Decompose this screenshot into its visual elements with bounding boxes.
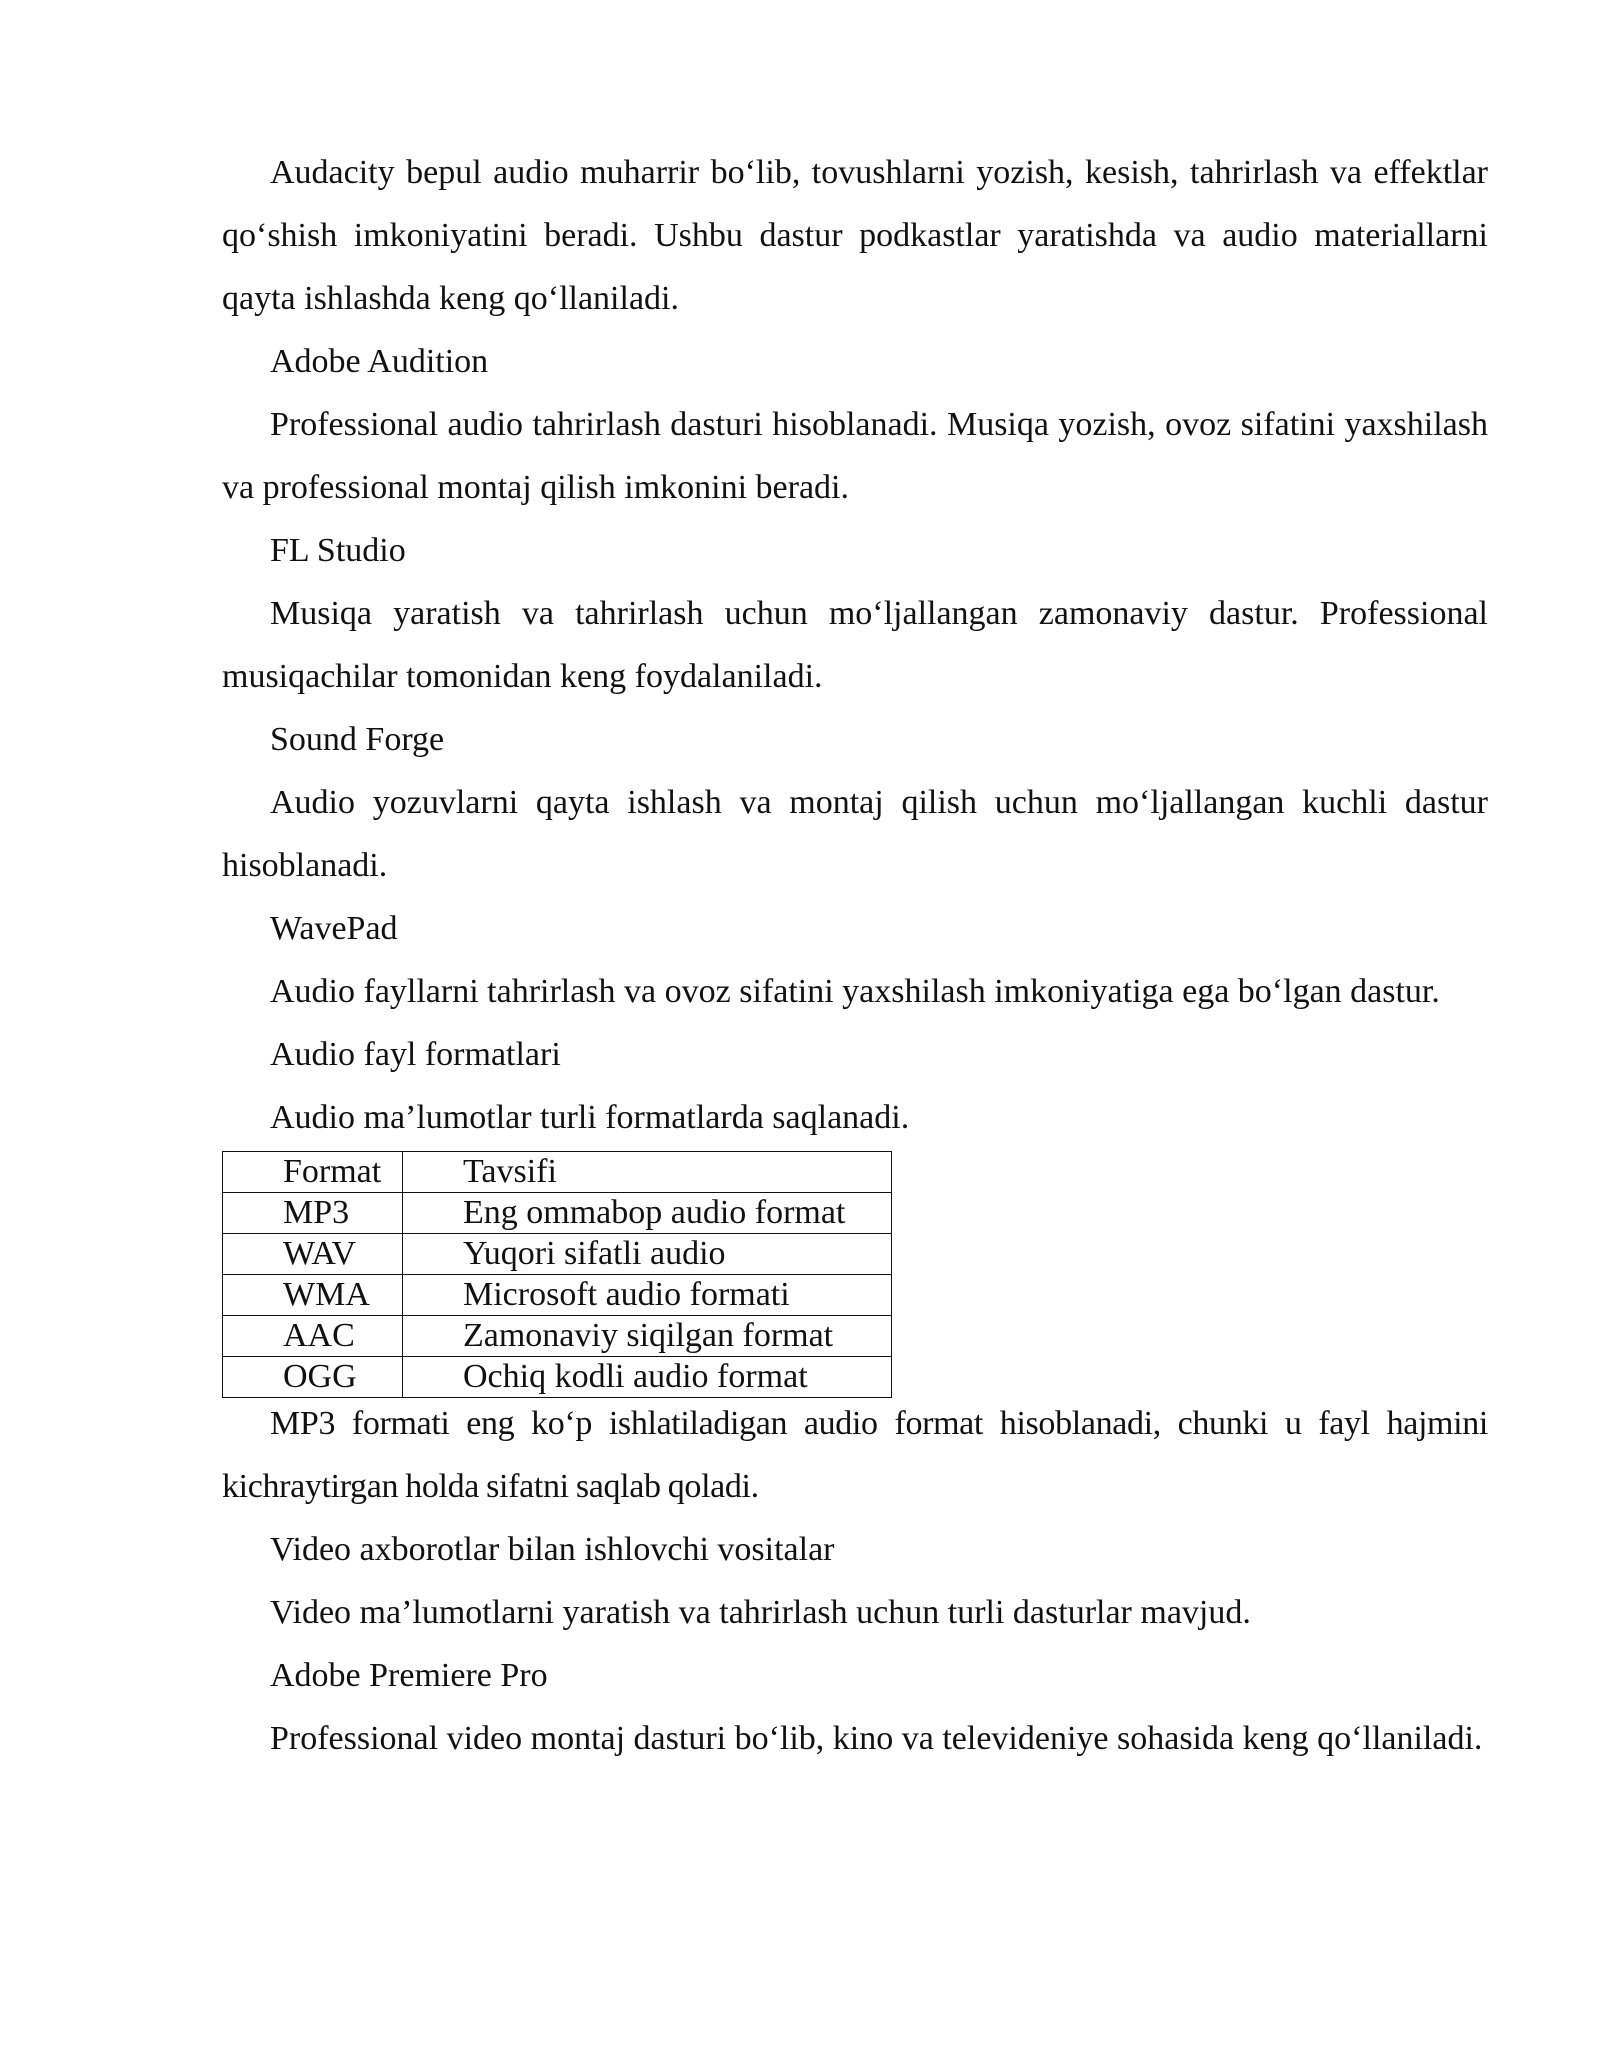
heading-adobe-audition: Adobe Audition (270, 343, 489, 380)
paragraph-audio-formats-intro: Audio ma’lumotlar turli formatlarda saqlanadi. (270, 1099, 910, 1136)
table-header-row (223, 1152, 892, 1193)
heading-fl-studio: FL Studio (270, 532, 406, 569)
table-row (223, 1234, 892, 1275)
table-header-cell: Tavsifi (403, 1152, 892, 1193)
formats-table-wrapper (222, 1151, 1488, 1398)
description-cell: Yuqori sifatli audio (403, 1234, 892, 1275)
format-cell: WMA (223, 1275, 403, 1316)
heading-wavepad: WavePad (270, 910, 398, 947)
format-cell: AAC (223, 1316, 403, 1357)
format-cell: MP3 (223, 1193, 403, 1234)
table-header-cell: Format (223, 1152, 403, 1193)
paragraph-adobe-premiere: Professional video montaj dasturi bo‘lib, kino va televideniye sohasida keng qo‘llaniladi. (270, 1720, 1483, 1757)
table-row (223, 1193, 892, 1234)
paragraph-adobe-audition: Professional audio tahrirlash dasturi hisoblanadi. Musiqa yozish, ovoz sifatini yaxshilash va professional montaj qilish imkonini beradi. (222, 406, 1488, 506)
description-cell: Ochiq kodli audio format (403, 1357, 892, 1398)
description-cell: Eng ommabop audio format (403, 1193, 892, 1234)
heading-sound-forge: Sound Forge (270, 721, 445, 758)
heading-audio-formats: Audio fayl formatlari (270, 1036, 561, 1073)
paragraph-wavepad: Audio fayllarni tahrirlash va ovoz sifatini yaxshilash imkoniyatiga ega bo‘lgan dastur. (270, 973, 1440, 1010)
table-row (223, 1316, 892, 1357)
paragraph-sound-forge: Audio yozuvlarni qayta ishlash va montaj qilish uchun mo‘ljallangan kuchli dastur hisoblanadi. (222, 784, 1488, 884)
paragraph-video-intro: Video ma’lumotlarni yaratish va tahrirlash uchun turli dasturlar mavjud. (270, 1594, 1251, 1631)
description-cell: Microsoft audio formati (403, 1275, 892, 1316)
format-cell: WAV (223, 1234, 403, 1275)
description-cell: Zamonaviy siqilgan format (403, 1316, 892, 1357)
heading-adobe-premiere: Adobe Premiere Pro (270, 1657, 548, 1694)
format-cell: OGG (223, 1357, 403, 1398)
paragraph-audacity: Audacity bepul audio muharrir bo‘lib, tovushlarni yozish, kesish, tahrirlash va effektlar qo‘shish imkoniyatini beradi. Ushbu dastur podkastlar yaratishda va audio materiallarni qayta ishlashda keng qo‘llaniladi. (222, 154, 1488, 317)
document-body (222, 141, 1488, 1770)
audio-formats-table (222, 1151, 892, 1398)
table-row (223, 1275, 892, 1316)
heading-video-tools: Video axborotlar bilan ishlovchi vositalar (270, 1531, 835, 1568)
paragraph-fl-studio: Musiqa yaratish va tahrirlash uchun mo‘ljallangan zamonaviy dastur. Professional musiqachilar tomonidan keng foydalaniladi. (222, 595, 1488, 695)
paragraph-mp3: MP3 formati eng ko‘p ishlatiladigan audio format hisoblanadi, chunki u fayl hajmini kichraytirgan holda sifatni saqlab qoladi. (222, 1405, 1488, 1505)
